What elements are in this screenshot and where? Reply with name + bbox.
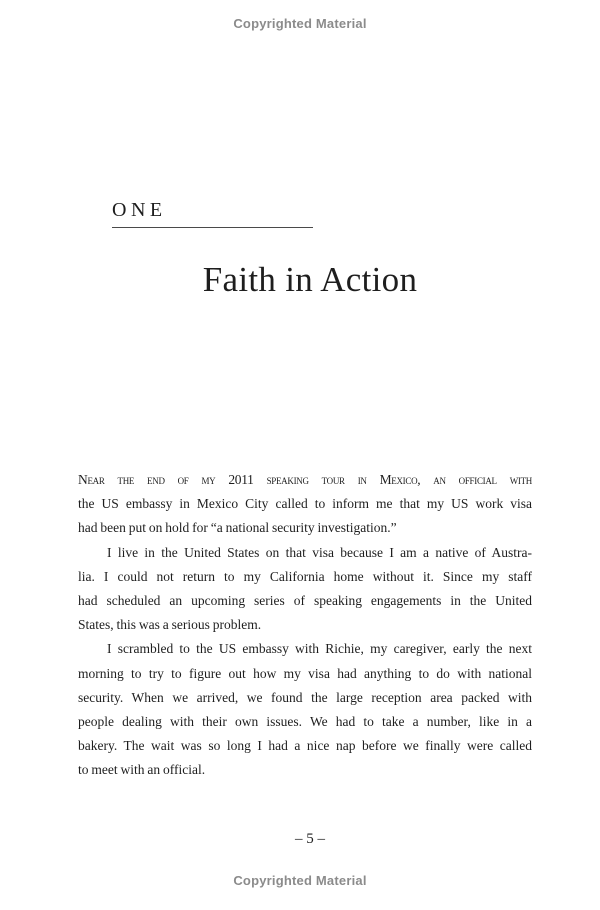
- text-line: the US embassy in Mexico City called to inform me that my US work visa: [78, 496, 532, 512]
- text-line: I scrambled to the US embassy with Richie, my caregiver, early the next: [107, 641, 532, 657]
- text-line: lia. I could not return to my California home without it. Since my staff: [78, 568, 532, 584]
- body-text: [78, 468, 532, 783]
- page-number: – 5 –: [295, 831, 325, 847]
- chapter-title: Faith in Action: [202, 260, 418, 299]
- paragraph: [78, 541, 532, 638]
- chapter-head: [112, 200, 313, 228]
- chapter-number: ONE: [112, 199, 167, 221]
- text-line: people dealing with their own issues. We had to take a number, like in a: [78, 714, 532, 730]
- text-line: to meet with an official.: [78, 762, 206, 778]
- text-line: had been put on hold for “a national security investigation.”: [78, 520, 397, 536]
- text-line: security. When we arrived, we found the large reception area packed with: [78, 689, 532, 705]
- text-line: Near the end of my 2011 speaking tour in Mexico, an official with: [78, 472, 532, 487]
- chapter-rule: [112, 227, 313, 228]
- text-line: States, this was a serious problem.: [78, 617, 262, 633]
- copyright-notice-top: Copyrighted Material: [233, 16, 367, 31]
- paragraph: [78, 637, 532, 782]
- copyright-notice-bottom: Copyrighted Material: [233, 873, 367, 888]
- text-line: bakery. The wait was so long I had a nice nap before we finally were called: [78, 738, 532, 754]
- paragraph: [78, 468, 532, 541]
- text-line: had scheduled an upcoming series of speaking engagements in the United: [78, 593, 532, 609]
- text-line: morning to try to figure out how my visa had anything to do with national: [78, 665, 532, 681]
- text-line: I live in the United States on that visa because I am a native of Austra-: [107, 544, 532, 560]
